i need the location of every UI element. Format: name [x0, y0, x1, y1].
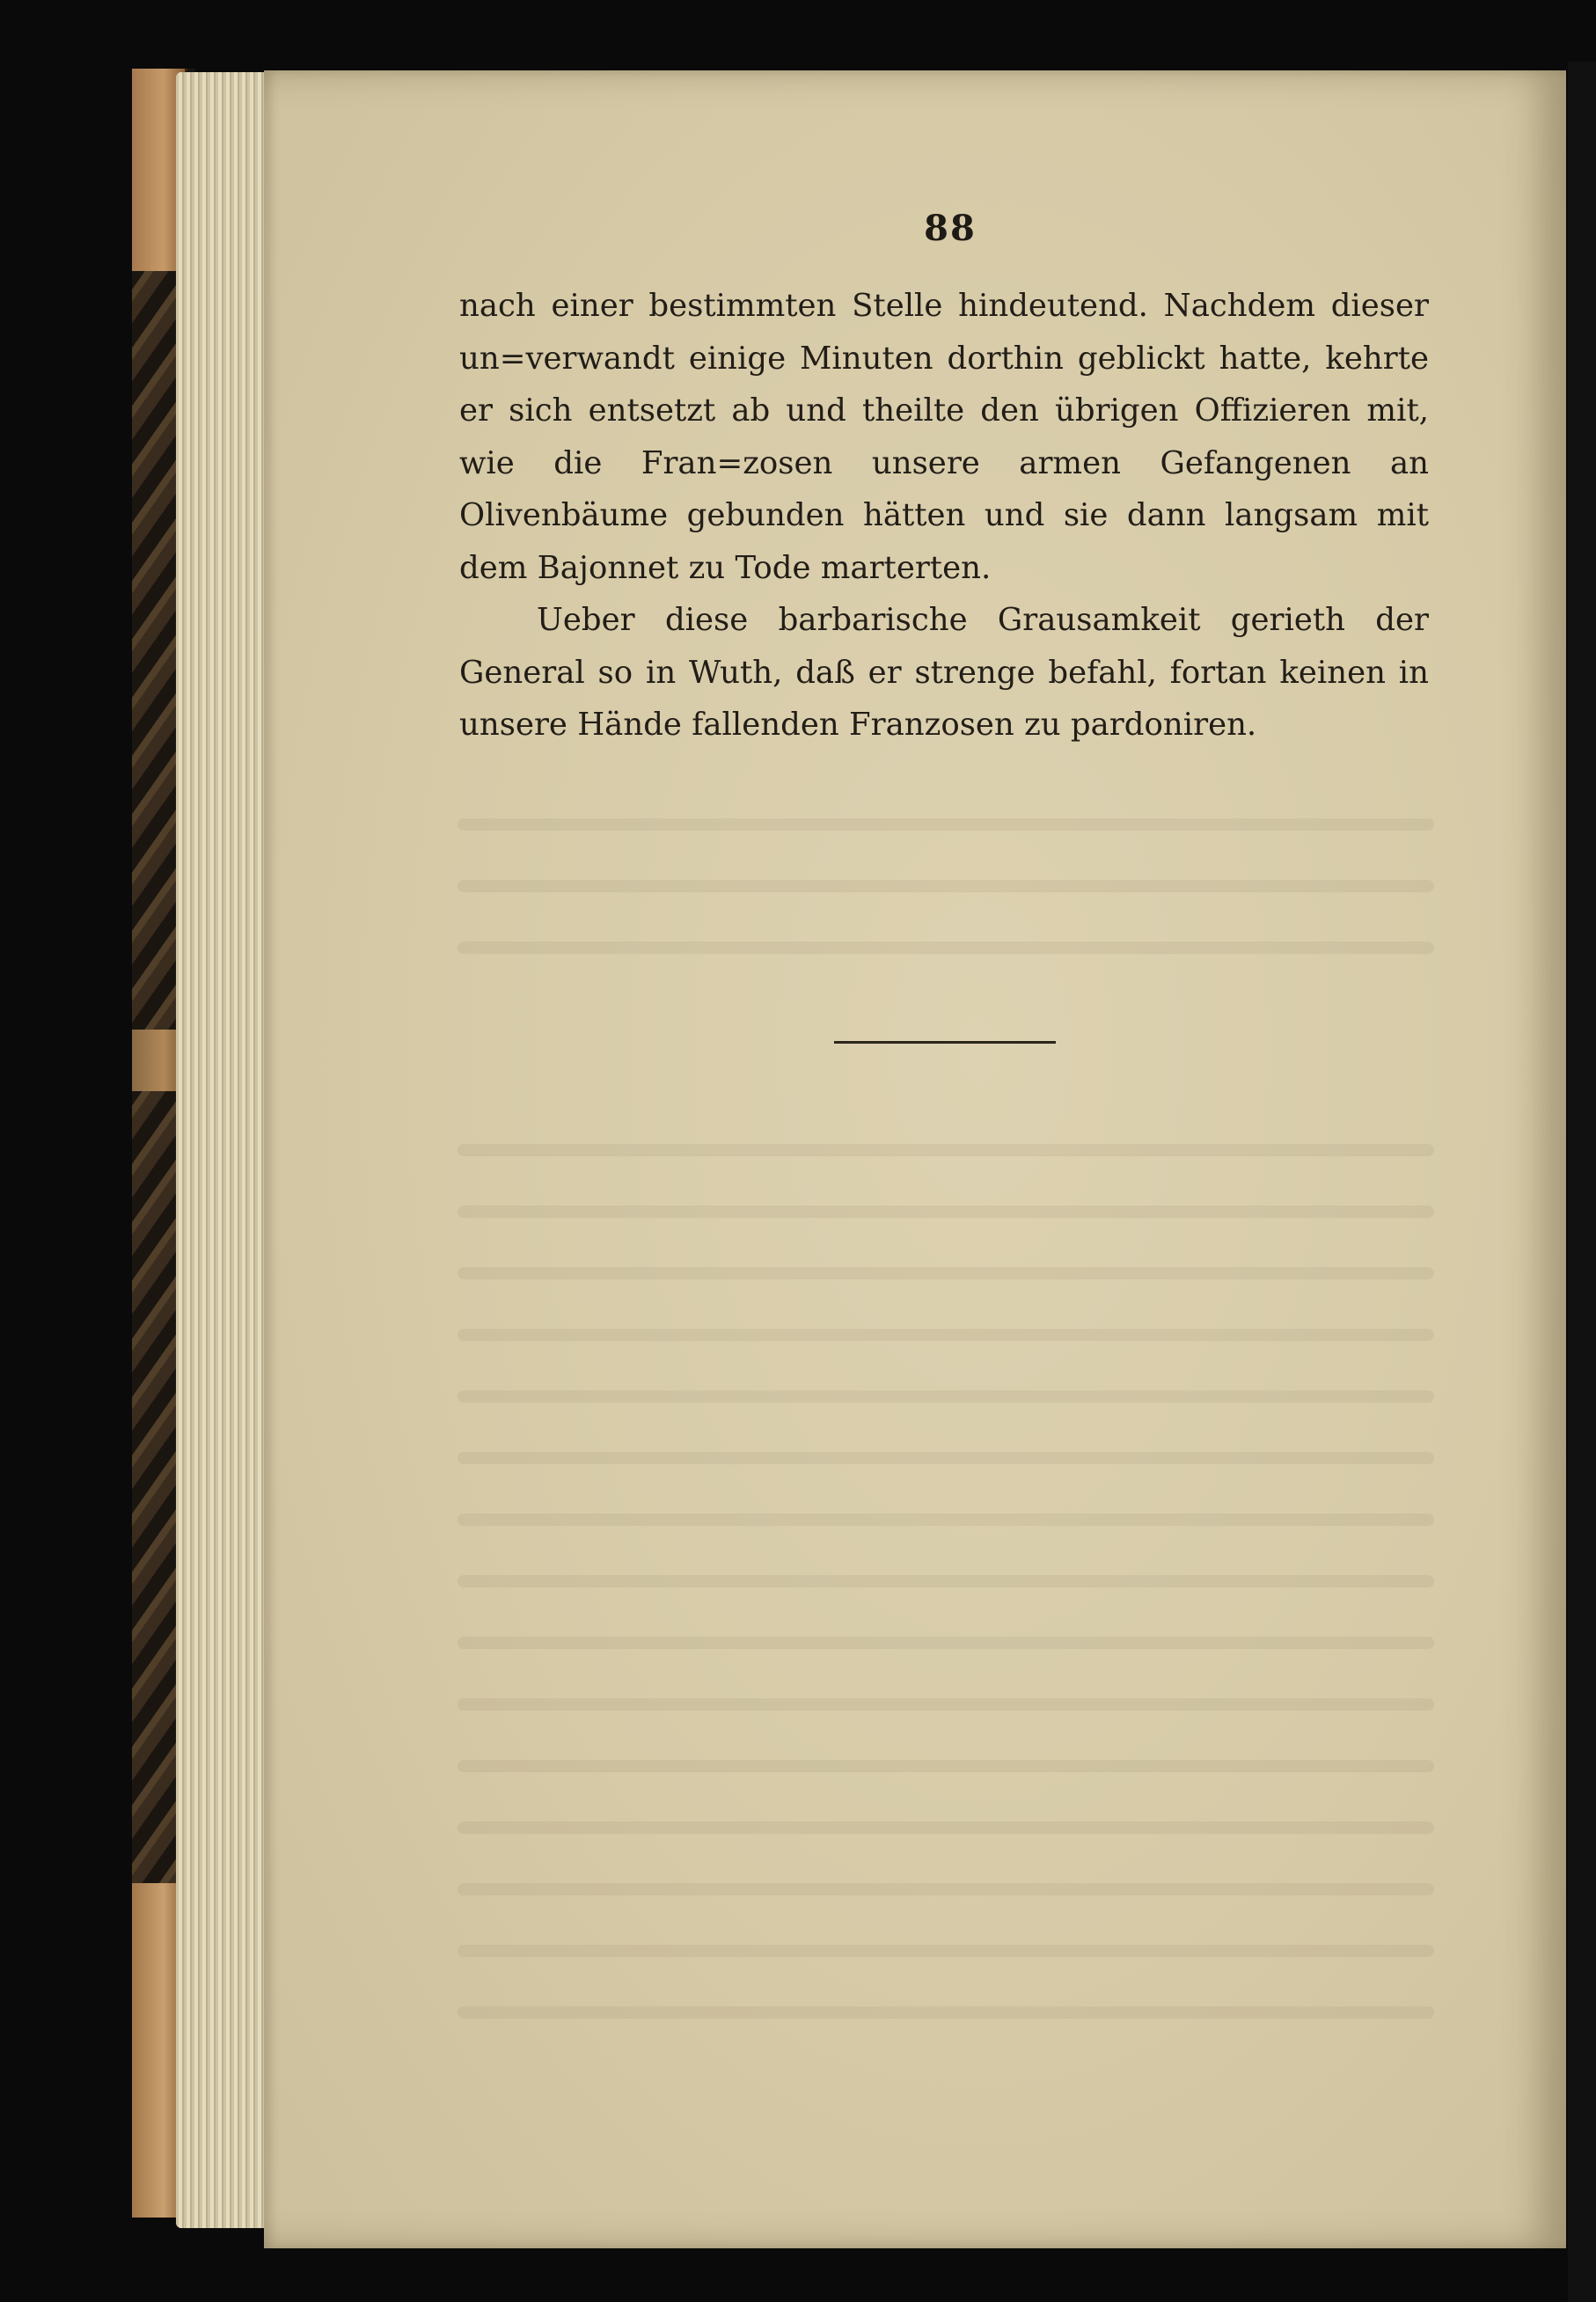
show-through-line [458, 1329, 1434, 1341]
show-through-line [458, 2006, 1434, 2019]
paragraph-1: nach einer bestimmten Stelle hindeutend. Nachdem dieser un=verwandt einige Minuten dorthin geblickt hatte, kehrte er sich entsetzt ab und theilte den übrigen Offizieren mit, wie die Fran=zosen unsere armen Gefangenen an Olivenbäume gebunden hätten und sie dann langsam mit dem Bajonnet zu Tode marterten. [459, 288, 1429, 586]
page-number: 88 [924, 208, 977, 249]
show-through-line [458, 1575, 1434, 1587]
paragraph-2: Ueber diese barbarische Grausamkeit gerieth der General so in Wuth, daß er strenge befahl, fortan keinen in unsere Hände fallenden Franzosen zu pardoniren. [459, 602, 1429, 743]
show-through-line [458, 942, 1434, 954]
show-through-line [458, 1760, 1434, 1772]
show-through-line [458, 818, 1434, 831]
show-through-line [458, 880, 1434, 892]
scan-background-edge [1568, 62, 1596, 2302]
body-text [459, 280, 1429, 751]
show-through-line [458, 1945, 1434, 1957]
show-through-line [458, 1883, 1434, 1895]
section-divider [834, 1041, 1056, 1044]
show-through-line [458, 1267, 1434, 1279]
show-through-line [458, 1390, 1434, 1403]
show-through-line [458, 1452, 1434, 1464]
show-through-line [458, 1698, 1434, 1711]
show-through-line [458, 1637, 1434, 1649]
show-through-line [458, 1514, 1434, 1526]
show-through-line [458, 1822, 1434, 1834]
show-through-line [458, 1144, 1434, 1156]
show-through-line [458, 1206, 1434, 1218]
